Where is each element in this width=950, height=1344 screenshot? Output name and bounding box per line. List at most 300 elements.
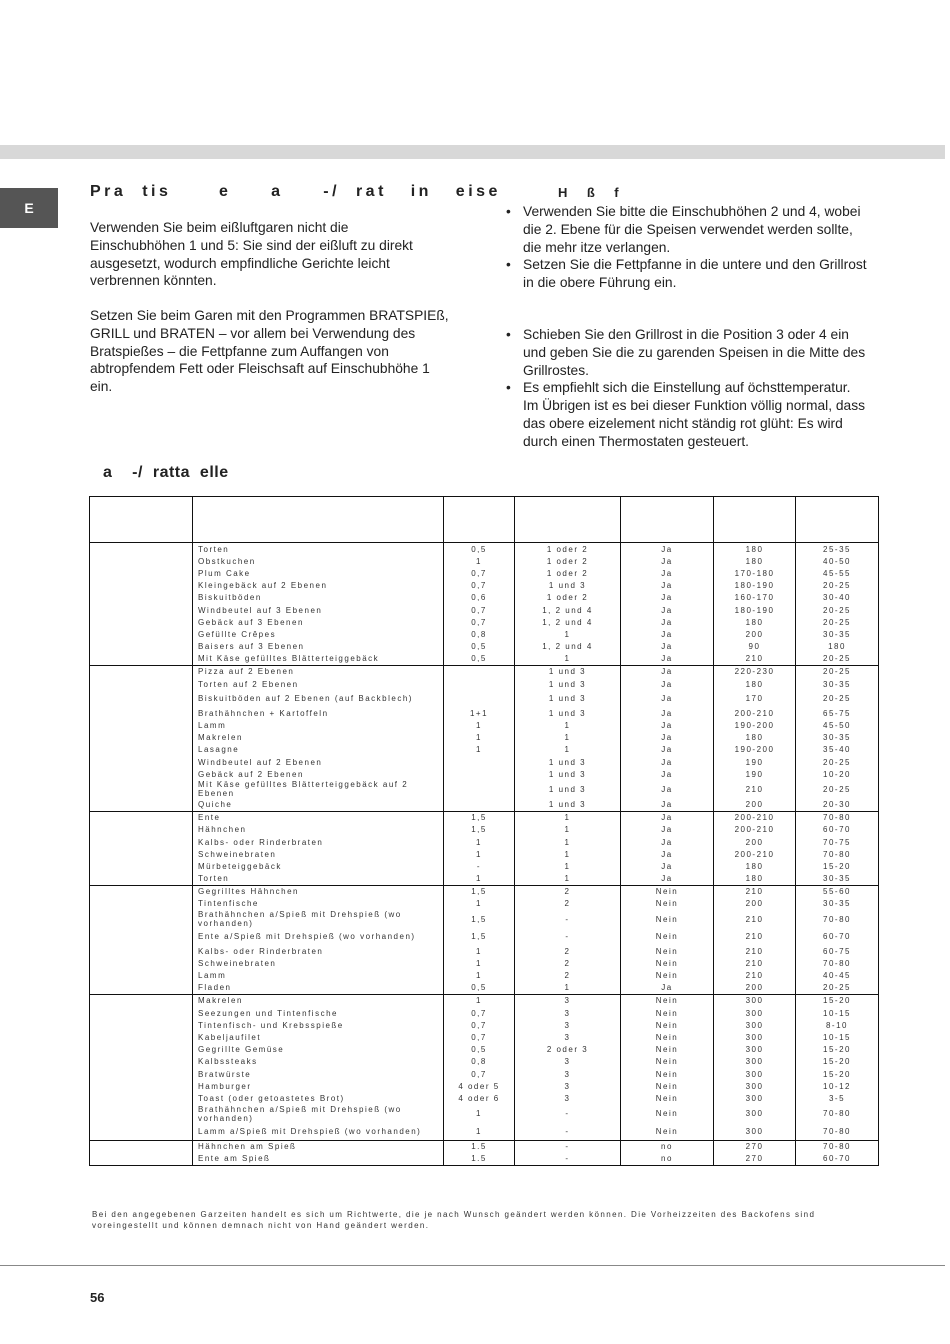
value-cell: 3: [515, 1019, 621, 1031]
table-row: [90, 969, 879, 981]
table-row: [90, 744, 879, 756]
table-row: [90, 836, 879, 848]
value-cell: 1: [515, 628, 621, 640]
value-cell: 35-40: [796, 744, 879, 756]
value-cell: 300: [714, 1105, 796, 1123]
value-cell: 1: [515, 836, 621, 848]
value-cell: 300: [714, 1080, 796, 1092]
food-cell: Mit Käse gefülltes Blätterteiggebäck auf 2 Ebenen: [193, 780, 444, 798]
value-cell: 1 und 3: [515, 768, 621, 780]
value-cell: 0,6: [444, 592, 515, 604]
food-cell: Biskuitböden: [193, 592, 444, 604]
value-cell: 200: [714, 798, 796, 811]
table-row: [90, 580, 879, 592]
table-row: [90, 898, 879, 910]
value-cell: 0,7: [444, 1068, 515, 1080]
value-cell: 1: [444, 1105, 515, 1123]
value-cell: Ja: [621, 824, 714, 836]
value-cell: Ja: [621, 653, 714, 666]
value-cell: 20-25: [796, 580, 879, 592]
header-cell: [714, 497, 796, 543]
value-cell: 1: [444, 719, 515, 731]
food-cell: Torten auf 2 Ebenen: [193, 678, 444, 690]
table-row: [90, 1153, 879, 1166]
value-cell: 0,5: [444, 543, 515, 556]
food-cell: Biskuitböden auf 2 Ebenen (auf Backblech): [193, 690, 444, 707]
value-cell: Nein: [621, 910, 714, 928]
value-cell: [444, 798, 515, 811]
value-cell: 1 und 3: [515, 707, 621, 719]
food-cell: Kalbs- oder Rinderbraten: [193, 945, 444, 957]
food-cell: Quiche: [193, 798, 444, 811]
value-cell: 3: [515, 1068, 621, 1080]
value-cell: Ja: [621, 756, 714, 768]
value-cell: -: [515, 928, 621, 945]
table-row: [90, 982, 879, 995]
value-cell: Ja: [621, 628, 714, 640]
food-cell: Windbeutel auf 2 Ebenen: [193, 756, 444, 768]
food-cell: Torten: [193, 873, 444, 886]
value-cell: 3: [515, 994, 621, 1007]
table-row: [90, 824, 879, 836]
value-cell: 0,5: [444, 641, 515, 653]
value-cell: 0,8: [444, 628, 515, 640]
food-cell: Obstkuchen: [193, 555, 444, 567]
table-body: [90, 543, 879, 1166]
program-cell: [90, 665, 193, 811]
value-cell: 1: [444, 994, 515, 1007]
food-cell: Ente am Spieß: [193, 1153, 444, 1166]
table-row: [90, 1080, 879, 1092]
value-cell: 60-70: [796, 928, 879, 945]
value-cell: 200-210: [714, 707, 796, 719]
value-cell: Ja: [621, 836, 714, 848]
value-cell: 1.5: [444, 1140, 515, 1153]
value-cell: 1 und 3: [515, 580, 621, 592]
table-row: [90, 945, 879, 957]
value-cell: 30-40: [796, 592, 879, 604]
value-cell: 180: [714, 678, 796, 690]
value-cell: 3-5: [796, 1092, 879, 1104]
value-cell: Ja: [621, 811, 714, 824]
header-cell: [515, 497, 621, 543]
value-cell: -: [515, 1153, 621, 1166]
food-cell: Hähnchen: [193, 824, 444, 836]
value-cell: Ja: [621, 592, 714, 604]
value-cell: 1 und 3: [515, 780, 621, 798]
value-cell: -: [515, 1123, 621, 1141]
food-cell: Ente: [193, 811, 444, 824]
value-cell: Ja: [621, 604, 714, 616]
table-title: a -/ ratta elle: [103, 464, 229, 481]
value-cell: Nein: [621, 898, 714, 910]
food-cell: Gebäck auf 3 Ebenen: [193, 616, 444, 628]
table-row: [90, 798, 879, 811]
food-cell: Schweinebraten: [193, 848, 444, 860]
list-item: • Setzen Sie die Fettpfanne in die untere und den Grillrost in die obere Führung ein.: [506, 257, 867, 291]
value-cell: Ja: [621, 982, 714, 995]
value-cell: 65-75: [796, 707, 879, 719]
value-cell: 190: [714, 768, 796, 780]
value-cell: 300: [714, 1031, 796, 1043]
value-cell: 70-80: [796, 1123, 879, 1141]
value-cell: 190: [714, 756, 796, 768]
value-cell: 15-20: [796, 1056, 879, 1068]
value-cell: 1: [515, 982, 621, 995]
value-cell: Ja: [621, 616, 714, 628]
table-row: [90, 768, 879, 780]
value-cell: Nein: [621, 1056, 714, 1068]
value-cell: Nein: [621, 1080, 714, 1092]
header-cell: [621, 497, 714, 543]
value-cell: Ja: [621, 719, 714, 731]
value-cell: 1: [444, 873, 515, 886]
value-cell: [444, 678, 515, 690]
table-row: [90, 957, 879, 969]
table-row: [90, 592, 879, 604]
value-cell: 1: [515, 719, 621, 731]
table-row: [90, 756, 879, 768]
value-cell: Ja: [621, 707, 714, 719]
value-cell: 1: [515, 744, 621, 756]
value-cell: 3: [515, 1092, 621, 1104]
food-cell: Tintenfische: [193, 898, 444, 910]
value-cell: 4 oder 6: [444, 1092, 515, 1104]
value-cell: 40-45: [796, 969, 879, 981]
value-cell: 200: [714, 836, 796, 848]
value-cell: 1: [515, 860, 621, 872]
header-cell: [90, 497, 193, 543]
value-cell: 1: [444, 969, 515, 981]
value-cell: 160-170: [714, 592, 796, 604]
food-cell: Kalbs- oder Rinderbraten: [193, 836, 444, 848]
table-row: [90, 555, 879, 567]
table-row: [90, 811, 879, 824]
value-cell: 0,7: [444, 1019, 515, 1031]
program-cell: [90, 1140, 193, 1165]
table-row: [90, 732, 879, 744]
paragraph-hot-air: Verwenden Sie beim eißluftgaren nicht die Einschubhöhen 1 und 5: Sie sind der eißluft zu direkt ausgesetzt, wodurch empfindliche Gerichte leicht verbrennen könnten.: [90, 220, 413, 289]
table-row: [90, 1123, 879, 1141]
value-cell: 1 oder 2: [515, 567, 621, 579]
page-number: 56: [90, 1290, 105, 1305]
value-cell: 1,5: [444, 928, 515, 945]
food-cell: Windbeutel auf 3 Ebenen: [193, 604, 444, 616]
value-cell: 60-70: [796, 1153, 879, 1166]
food-cell: Makrelen: [193, 994, 444, 1007]
food-cell: Kleingebäck auf 2 Ebenen: [193, 580, 444, 592]
value-cell: 200-210: [714, 811, 796, 824]
food-cell: Seezungen und Tintenfische: [193, 1007, 444, 1019]
table-row: [90, 1105, 879, 1123]
value-cell: -: [515, 1105, 621, 1123]
table-row: [90, 641, 879, 653]
value-cell: 1: [444, 848, 515, 860]
food-cell: Brathähnchen + Kartoffeln: [193, 707, 444, 719]
header-cell: [796, 497, 879, 543]
value-cell: 200: [714, 898, 796, 910]
value-cell: 210: [714, 780, 796, 798]
value-cell: 180: [714, 873, 796, 886]
value-cell: Ja: [621, 678, 714, 690]
value-cell: 55-60: [796, 885, 879, 898]
list-item-text: Setzen Sie die Fettpfanne in die untere und den Grillrost in die obere Führung ein.: [523, 257, 867, 291]
value-cell: 60-70: [796, 824, 879, 836]
food-cell: Lasagne: [193, 744, 444, 756]
value-cell: 20-25: [796, 982, 879, 995]
value-cell: Ja: [621, 543, 714, 556]
value-cell: 3: [515, 1031, 621, 1043]
value-cell: 1, 2 und 4: [515, 616, 621, 628]
table-row: [90, 994, 879, 1007]
food-cell: Gebäck auf 2 Ebenen: [193, 768, 444, 780]
value-cell: 20-25: [796, 616, 879, 628]
value-cell: 200: [714, 628, 796, 640]
value-cell: 3: [515, 1056, 621, 1068]
value-cell: 0,7: [444, 1031, 515, 1043]
value-cell: [444, 665, 515, 678]
section-heading-right: H ß f: [558, 185, 620, 200]
value-cell: 1.5: [444, 1153, 515, 1166]
table-row: [90, 678, 879, 690]
table-row: [90, 567, 879, 579]
table-row: [90, 665, 879, 678]
value-cell: Nein: [621, 994, 714, 1007]
value-cell: 3: [515, 1007, 621, 1019]
food-cell: Mürbeteiggebäck: [193, 860, 444, 872]
value-cell: Nein: [621, 1044, 714, 1056]
value-cell: 20-30: [796, 798, 879, 811]
table-row: [90, 860, 879, 872]
program-cell: [90, 885, 193, 994]
value-cell: 300: [714, 1092, 796, 1104]
value-cell: [444, 780, 515, 798]
table-row: [90, 1068, 879, 1080]
value-cell: 15-20: [796, 994, 879, 1007]
value-cell: 30-35: [796, 873, 879, 886]
value-cell: 30-35: [796, 898, 879, 910]
value-cell: 1: [515, 732, 621, 744]
value-cell: -: [515, 1140, 621, 1153]
value-cell: 200-210: [714, 824, 796, 836]
value-cell: 1,5: [444, 824, 515, 836]
food-cell: Kalbssteaks: [193, 1056, 444, 1068]
value-cell: 8-10: [796, 1019, 879, 1031]
value-cell: 1 oder 2: [515, 543, 621, 556]
value-cell: 30-35: [796, 678, 879, 690]
value-cell: Ja: [621, 873, 714, 886]
value-cell: 2: [515, 898, 621, 910]
table-row: [90, 719, 879, 731]
food-cell: Ente a/Spieß mit Drehspieß (wo vorhanden): [193, 928, 444, 945]
value-cell: no: [621, 1153, 714, 1166]
table-row: [90, 690, 879, 707]
value-cell: 1: [515, 873, 621, 886]
value-cell: Ja: [621, 732, 714, 744]
header-cell: [444, 497, 515, 543]
value-cell: 1 oder 2: [515, 555, 621, 567]
value-cell: 2: [515, 969, 621, 981]
value-cell: 10-20: [796, 768, 879, 780]
value-cell: 300: [714, 1019, 796, 1031]
bullet-list-grill: [506, 326, 886, 451]
value-cell: 20-25: [796, 780, 879, 798]
table-row: [90, 1092, 879, 1104]
value-cell: Nein: [621, 1068, 714, 1080]
value-cell: Nein: [621, 928, 714, 945]
value-cell: 30-35: [796, 628, 879, 640]
table-row: [90, 848, 879, 860]
value-cell: Ja: [621, 780, 714, 798]
value-cell: 25-35: [796, 543, 879, 556]
value-cell: 1: [444, 732, 515, 744]
value-cell: 210: [714, 653, 796, 666]
value-cell: 70-80: [796, 957, 879, 969]
value-cell: 300: [714, 1068, 796, 1080]
value-cell: 15-20: [796, 860, 879, 872]
header-cell: [193, 497, 444, 543]
value-cell: 1: [515, 824, 621, 836]
value-cell: 45-50: [796, 719, 879, 731]
value-cell: Ja: [621, 798, 714, 811]
value-cell: 15-20: [796, 1068, 879, 1080]
value-cell: 60-75: [796, 945, 879, 957]
value-cell: 30-35: [796, 732, 879, 744]
food-cell: Gefüllte Crêpes: [193, 628, 444, 640]
value-cell: 300: [714, 1123, 796, 1141]
table-row: [90, 1044, 879, 1056]
value-cell: 190-200: [714, 744, 796, 756]
value-cell: 20-25: [796, 690, 879, 707]
value-cell: 3: [515, 1080, 621, 1092]
value-cell: 70-80: [796, 910, 879, 928]
table-row: [90, 707, 879, 719]
value-cell: 2: [515, 945, 621, 957]
value-cell: Ja: [621, 580, 714, 592]
value-cell: 0,5: [444, 1044, 515, 1056]
food-cell: Hähnchen am Spieß: [193, 1140, 444, 1153]
value-cell: 0,7: [444, 604, 515, 616]
value-cell: 190-200: [714, 719, 796, 731]
list-item: • Verwenden Sie bitte die Einschubhöhen 2 und 4, wobei die 2. Ebene für die Speisen verwendet werden sollte, die mehr itze verlangen.: [506, 204, 861, 255]
value-cell: 1: [444, 1123, 515, 1141]
value-cell: 1 und 3: [515, 665, 621, 678]
value-cell: Nein: [621, 1105, 714, 1123]
table-row: [90, 928, 879, 945]
value-cell: [444, 690, 515, 707]
value-cell: 45-55: [796, 567, 879, 579]
table-row: [90, 543, 879, 556]
table-row: [90, 1031, 879, 1043]
food-cell: Baisers auf 3 Ebenen: [193, 641, 444, 653]
value-cell: 170: [714, 690, 796, 707]
food-cell: Plum Cake: [193, 567, 444, 579]
value-cell: Ja: [621, 768, 714, 780]
program-cell: [90, 543, 193, 666]
value-cell: 1: [444, 555, 515, 567]
value-cell: 90: [714, 641, 796, 653]
value-cell: Nein: [621, 957, 714, 969]
bullet-list-multilevel: [506, 203, 886, 292]
value-cell: 210: [714, 910, 796, 928]
value-cell: Ja: [621, 555, 714, 567]
value-cell: 210: [714, 945, 796, 957]
value-cell: 1: [444, 744, 515, 756]
value-cell: 1: [444, 898, 515, 910]
value-cell: 300: [714, 1007, 796, 1019]
table-row: [90, 1007, 879, 1019]
food-cell: Schweinebraten: [193, 957, 444, 969]
value-cell: 180: [714, 555, 796, 567]
value-cell: 1: [515, 653, 621, 666]
food-cell: Brathähnchen a/Spieß mit Drehspieß (wo vorhanden): [193, 1105, 444, 1123]
food-cell: Toast (oder getoastetes Brot): [193, 1092, 444, 1104]
value-cell: 1, 2 und 4: [515, 604, 621, 616]
value-cell: 20-25: [796, 756, 879, 768]
value-cell: 1,5: [444, 910, 515, 928]
value-cell: -: [515, 910, 621, 928]
value-cell: 0,7: [444, 1007, 515, 1019]
value-cell: Ja: [621, 744, 714, 756]
food-cell: Mit Käse gefülltes Blätterteiggebäck: [193, 653, 444, 666]
value-cell: 1: [515, 848, 621, 860]
value-cell: Nein: [621, 1092, 714, 1104]
value-cell: 180: [714, 860, 796, 872]
value-cell: 0,7: [444, 616, 515, 628]
value-cell: 300: [714, 1056, 796, 1068]
value-cell: 1: [444, 836, 515, 848]
value-cell: 1,5: [444, 811, 515, 824]
value-cell: 300: [714, 1044, 796, 1056]
list-item: • Es empfiehlt sich die Einstellung auf öchsttemperatur. Im Übrigen ist es bei dieser Funktion völlig normal, dass das obere eizelement nicht ständig rot glüht: Es wird durch einen Thermostaten gesteuert.: [506, 380, 866, 449]
table-row: [90, 628, 879, 640]
value-cell: 70-75: [796, 836, 879, 848]
value-cell: 220-230: [714, 665, 796, 678]
value-cell: 300: [714, 994, 796, 1007]
food-cell: Makrelen: [193, 732, 444, 744]
table-row: [90, 1056, 879, 1068]
value-cell: 0,5: [444, 982, 515, 995]
value-cell: 20-25: [796, 653, 879, 666]
value-cell: 0,7: [444, 580, 515, 592]
value-cell: 70-80: [796, 1140, 879, 1153]
table-row: [90, 1140, 879, 1153]
value-cell: 210: [714, 957, 796, 969]
value-cell: 2: [515, 885, 621, 898]
food-cell: Bratwürste: [193, 1068, 444, 1080]
value-cell: Nein: [621, 1019, 714, 1031]
value-cell: 210: [714, 928, 796, 945]
section-heading-left: Pra tis e a -/ rat in eise: [90, 183, 501, 200]
value-cell: [444, 756, 515, 768]
value-cell: 1,5: [444, 885, 515, 898]
value-cell: 1: [444, 945, 515, 957]
value-cell: 210: [714, 885, 796, 898]
value-cell: Nein: [621, 1031, 714, 1043]
value-cell: 1 und 3: [515, 756, 621, 768]
table-row: [90, 616, 879, 628]
value-cell: no: [621, 1140, 714, 1153]
value-cell: Ja: [621, 690, 714, 707]
value-cell: 1 oder 2: [515, 592, 621, 604]
value-cell: Ja: [621, 860, 714, 872]
value-cell: -: [444, 860, 515, 872]
value-cell: 1 und 3: [515, 798, 621, 811]
table-row: [90, 873, 879, 886]
value-cell: Ja: [621, 567, 714, 579]
list-item-text: Verwenden Sie bitte die Einschubhöhen 2 und 4, wobei die 2. Ebene für die Speisen verwendet werden sollte, die mehr itze verlangen.: [523, 204, 861, 255]
program-cell: [90, 994, 193, 1140]
